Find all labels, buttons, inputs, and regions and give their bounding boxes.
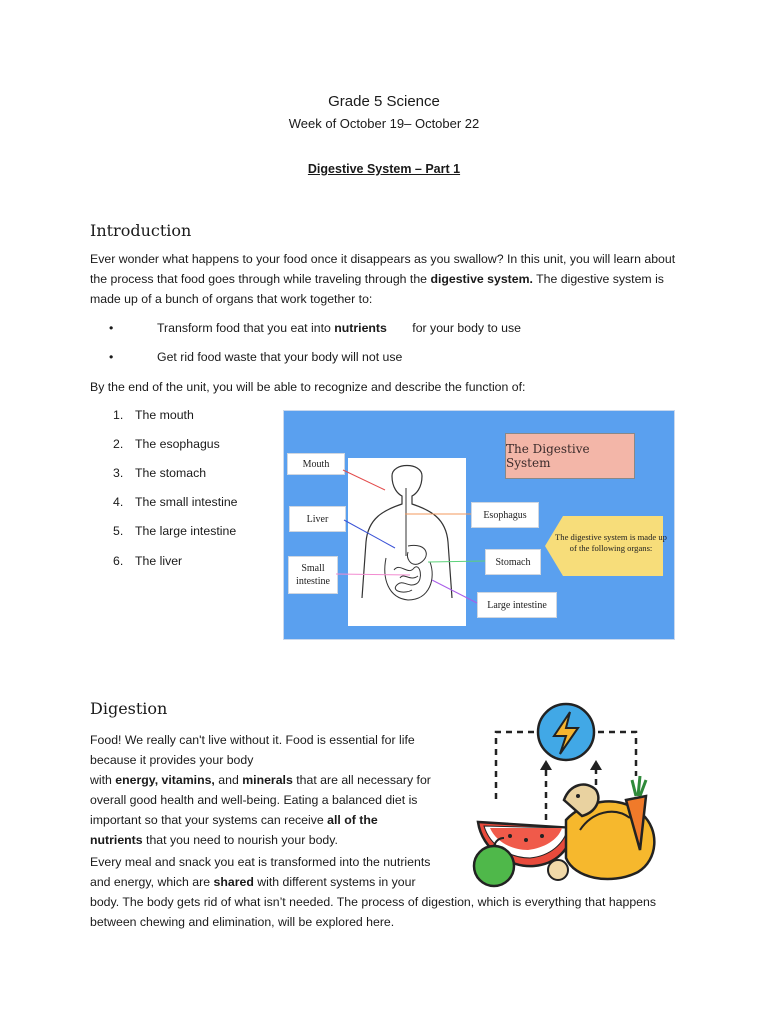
part-text: Digestive System – Part 1	[307, 162, 461, 176]
list-number: 4.	[113, 495, 124, 509]
digestion-line: overall good health and well-being. Eating a balanced diet is	[90, 793, 418, 807]
digestion-paragraph	[90, 730, 470, 850]
digestion-bold: energy, vitamins,	[115, 773, 215, 787]
label-liver: Liver	[289, 506, 346, 532]
food-energy-illustration	[470, 700, 670, 888]
list-number: 3.	[113, 466, 124, 480]
digestion-line: body. The body gets rid of what isn’t needed. The process of digestion, which is everything that happens	[90, 895, 657, 909]
page-title: Grade 5 Science	[328, 93, 440, 110]
list-number: 2.	[113, 437, 124, 451]
digestion-bold: shared	[213, 875, 254, 889]
digestion-bold: nutrients	[90, 833, 143, 847]
digestion-line	[90, 810, 470, 830]
bullet-text-a: Get rid food waste that your body will not use	[157, 350, 403, 364]
list-text: The mouth	[135, 408, 194, 422]
diagram-note: The digestive system is made up of the following organs:	[555, 532, 667, 553]
list-number: 1.	[113, 408, 124, 422]
list-text: The large intestine	[135, 524, 237, 538]
digestion-text: and energy, which are	[90, 875, 214, 889]
digestion-line: Every meal and snack you eat is transformed into the nutrients	[90, 855, 431, 869]
list-text: The esophagus	[135, 437, 220, 451]
digestion-text: with different systems in your	[253, 875, 416, 889]
bullet-text-b: nutrients	[334, 321, 387, 335]
intro-text-b: digestive system.	[430, 272, 533, 286]
digestion-line: Food! We really can't live without it. Food is essential for life	[90, 733, 415, 747]
digestion-line: because it provides your body	[90, 753, 254, 767]
list-text: The small intestine	[135, 495, 238, 509]
intro-text-c: The digestive system is made up of a bunch of organs that work together to:	[90, 272, 664, 306]
objectives-intro: By the end of the unit, you will be able to recognize and describe the function of:	[90, 380, 526, 394]
list-number: 6.	[113, 554, 124, 568]
digestion-line	[90, 770, 470, 790]
list-number: 5.	[113, 524, 124, 538]
introduction-heading: Introduction	[90, 221, 192, 240]
digestion-text: that you need to nourish your body.	[142, 833, 338, 847]
label-small-intestine: Small intestine	[288, 556, 338, 594]
digestion-bold: minerals	[242, 773, 293, 787]
digestion-text: and	[214, 773, 243, 787]
diagram-title: The Digestive System	[505, 433, 635, 479]
digestion-text: important so that your systems can receive	[90, 813, 328, 827]
label-esophagus: Esophagus	[471, 502, 539, 528]
bullet-text-c: for your body to use	[408, 321, 521, 335]
digestion-line: between chewing and elimination, will be explored here.	[90, 915, 395, 929]
page-subtitle: Week of October 19– October 22	[288, 116, 480, 131]
intro-text-a: Ever wonder what happens to your food once it disappears as you swallow? In this unit, you will learn about the process that food goes through while traveling through the	[90, 252, 676, 286]
list-text: The liver	[135, 554, 183, 568]
label-large-intestine: Large intestine	[477, 592, 557, 618]
label-mouth: Mouth	[287, 453, 345, 475]
digestion-text: with	[90, 773, 116, 787]
digestion-text: that are all necessary for	[292, 773, 431, 787]
label-stomach: Stomach	[485, 549, 541, 575]
digestion-line	[90, 830, 470, 850]
bullet-text-a: Transform food that you eat into	[157, 321, 335, 335]
digestion-heading: Digestion	[90, 699, 168, 718]
digestion-bold: all of the	[327, 813, 378, 827]
list-text: The stomach	[135, 466, 207, 480]
